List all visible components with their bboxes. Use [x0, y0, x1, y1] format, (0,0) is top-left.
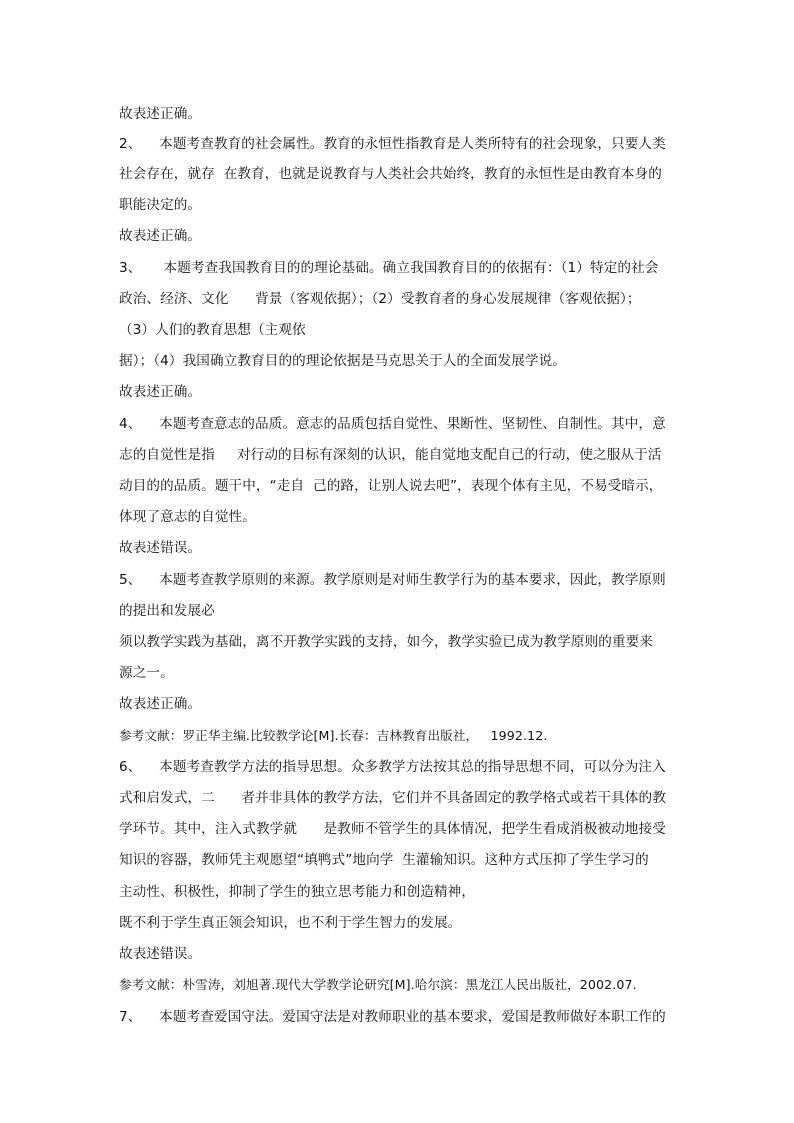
text-line: 故表述错误。: [119, 540, 202, 556]
text-line: 故表述正确。: [119, 228, 202, 244]
text-line: 故表述错误。: [119, 946, 202, 962]
text-line: 5、 本题考查教学原则的来源。教学原则是对师生教学行为的基本要求，因此，教学原则: [119, 572, 666, 588]
text-line: 据）；（4）我国确立教育目的的理论依据是马克思关于人的全面发展学说。: [119, 353, 567, 369]
text-line: 源之一。: [119, 665, 174, 681]
text-line: 2、 本题考查教育的社会属性。教育的永恒性指教育是人类所特有的社会现象，只要人类: [119, 136, 666, 152]
text-line: 6、 本题考查教学方法的指导思想。众多教学方法按其总的指导思想不同，可以分为注入: [119, 759, 666, 775]
text-line: 既不利于学生真正领会知识，也不利于学生智力的发展。: [119, 915, 462, 931]
text-line: 政治、经济、文化 背景（客观依据）；（2）受教育者的身心发展规律（客观依据）；: [119, 291, 641, 307]
text-line: 体现了意志的自觉性。: [119, 509, 256, 525]
text-line: 式和启发式，二 者并非具体的教学方法，它们并不具备固定的教学格式或若干具体的教: [119, 790, 666, 806]
text-line: 故表述正确。: [119, 696, 202, 712]
text-line: （3）人们的教育思想（主观依: [119, 322, 306, 338]
text-line: 知识的容器，教师凭主观愿望“填鸭式”地向学 生灌输知识。这种方式压抑了学生学习的: [119, 852, 649, 868]
text-line: 须以教学实践为基础，离不开教学实践的支持，如今，教学实验已成为教学原则的重要来: [119, 634, 654, 650]
reference-line: 参考文献：朴雪涛，刘旭著.现代大学教学论研究[M].哈尔滨：黑龙江人民出版社，2002.07.: [119, 977, 637, 992]
text-line: 的提出和发展必: [119, 603, 215, 619]
text-line: 动目的的品质。题干中，“走自 己的路，让别人说去吧”，表现个体有主见，不易受暗示，: [119, 478, 663, 494]
text-line: 志的自觉性是指 对行动的目标有深刻的认识，能自觉地支配自己的行动，使之服从于活: [119, 447, 662, 463]
text-line: 职能决定的。: [119, 197, 202, 213]
text-line: 主动性、积极性，抑制了学生的独立思考能力和创造精神，: [119, 884, 476, 900]
text-line: 学环节。其中，注入式教学就 是教师不管学生的具体情况，把学生看成消极被动地接受: [119, 821, 666, 837]
reference-line: 参考文献：罗正华主编.比较教学论[M].长春：吉林教育出版社， 1992.12.: [119, 728, 548, 743]
text-line: 故表述正确。: [119, 384, 202, 400]
text-line: 4、 本题考查意志的品质。意志的品质包括自觉性、果断性、坚韧性、自制性。其中，意: [119, 416, 666, 432]
text-line: 故表述正确。: [119, 106, 202, 122]
text-line: 3、 本题考查我国教育目的的理论基础。确立我国教育目的的依据有：（1）特定的社会: [119, 260, 659, 276]
text-line: 社会存在，就存 在教育，也就是说教育与人类社会共始终，教育的永恒性是由教育本身的: [119, 166, 662, 182]
text-line: 7、 本题考查爱国守法。爱国守法是对教师职业的基本要求，爱国是教师做好本职工作的: [119, 1009, 666, 1025]
